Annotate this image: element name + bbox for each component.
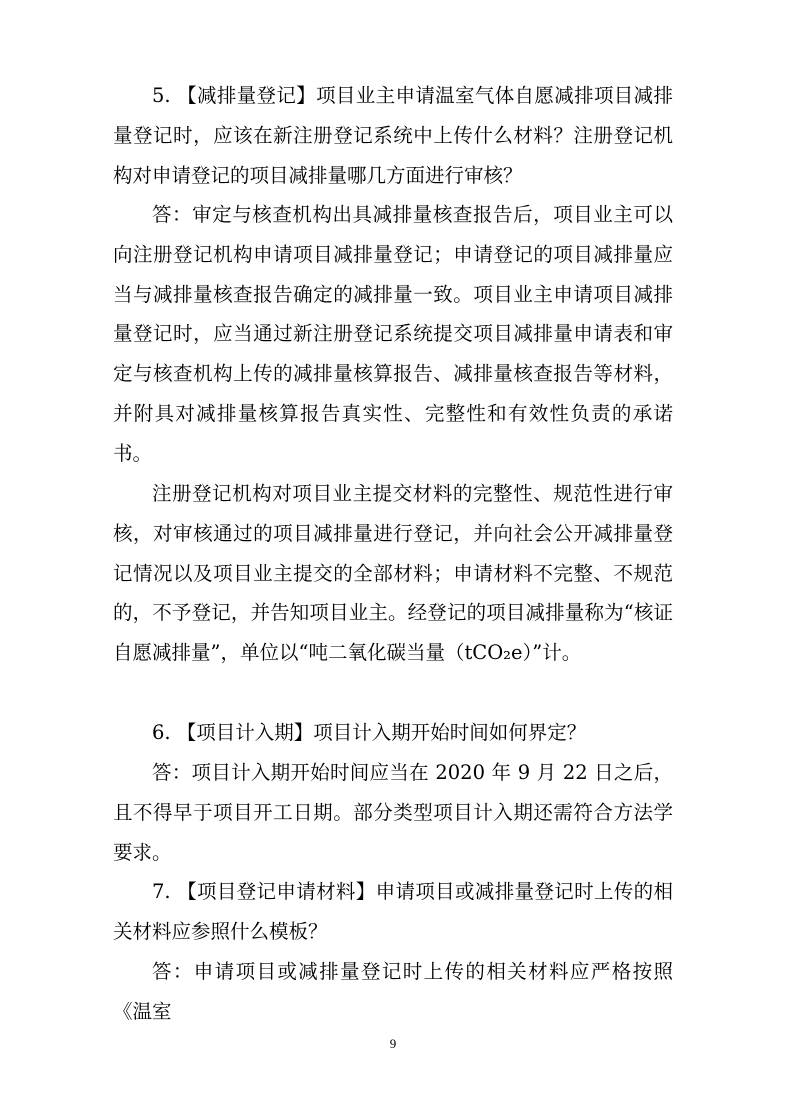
answer-6: 答：项目计入期开始时间应当在 2020 年 9 月 22 日之后，且不得早于项目开工日期。部分类型项目计入期还需符合方法学要求。 [113, 761, 673, 864]
question-5: 5. 【减排量登记】项目业主申请温室气体自愿减排项目减排量登记时，应该在新注册登记系统中上传什么材料？注册登记机构对申请登记的项目减排量哪几方面进行审核？ [113, 84, 673, 187]
answer-7: 答：申请项目或减排量登记时上传的相关材料应严格按照《温室 [113, 960, 673, 1023]
answer-5-paragraph-1: 答：审定与核查机构出具减排量核查报告后，项目业主可以向注册登记机构申请项目减排量登记；申请登记的项目减排量应当与减排量核查报告确定的减排量一致。项目业主申请项目减排量登记时，应当通过新注册登记系统提交项目减排量申请表和审定与核查机构上传的减排量核算报告、减排量核查报告等材料，并附具对减排量核算报告真实性、完整性和有效性负责的承诺书。 [113, 203, 673, 465]
page-number: 9 [389, 1036, 397, 1051]
question-6: 6. 【项目计入期】项目计入期开始时间如何界定？ [152, 721, 587, 744]
answer-5-paragraph-2: 注册登记机构对项目业主提交材料的完整性、规范性进行审核，对审核通过的项目减排量进行登记，并向社会公开减排量登记情况以及项目业主提交的全部材料；申请材料不完整、不规范的，不予登记，并告知项目业主。经登记的项目减排量称为“核证自愿减排量”，单位以“吨二氧化碳当量（tCO₂e）”计。 [113, 482, 673, 665]
question-7: 7. 【项目登记申请材料】申请项目或减排量登记时上传的相关材料应参照什么模板？ [113, 880, 673, 943]
